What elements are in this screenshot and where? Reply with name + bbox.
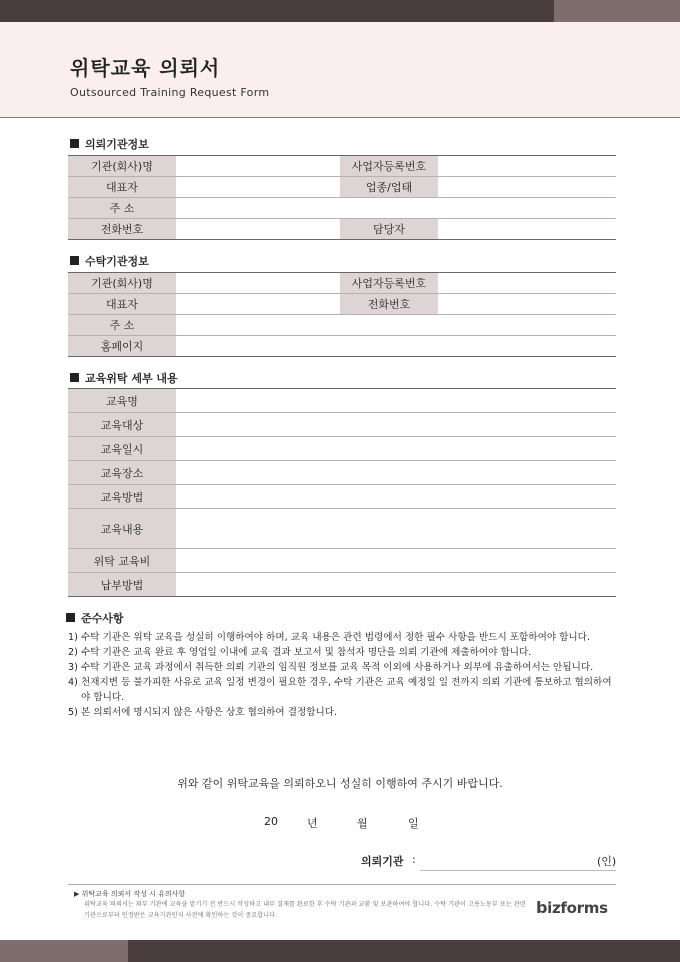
detail-payment-label: 납부방법 [68,573,176,597]
detail-name-field[interactable] [176,389,616,413]
table-row [68,389,616,413]
signer-field[interactable] [420,870,616,871]
requester-address-field[interactable] [176,198,616,219]
table-row [68,573,616,597]
list-item-number: 5) [68,707,78,718]
requester-address-label: 주 소 [68,198,176,219]
list-item-text: 천재지변 등 불가피한 사유로 교육 일정 변경이 필요한 경우, 수탁 기관은 교육 예정일 일 전까지 의뢰 기관에 통보하고 협의하여야 합니다. [81,677,612,703]
provider-homepage-label: 홈페이지 [68,336,176,357]
provider-address-field[interactable] [176,315,616,336]
top-bar [0,0,680,22]
list-item-number: 4) [68,677,78,688]
requester-manager-field[interactable] [438,219,616,240]
provider-company-field[interactable] [176,273,340,294]
list-item-text: 수탁 기관은 위탁 교육을 성실히 이행하여야 하며, 교육 내용은 관련 법령에서 정한 필수 사항을 반드시 포함하여야 합니다. [81,632,591,643]
footer-divider [68,884,616,885]
logo-rest: izforms [547,899,608,917]
section-title-requester [70,136,149,152]
provider-ceo-field[interactable] [176,294,340,315]
table-row [68,336,616,357]
signer-colon: : [412,853,416,866]
compliance-list [68,630,618,720]
section-title-requester-text: 의뢰기관정보 [85,138,149,151]
table-row [68,273,616,294]
detail-place-field[interactable] [176,461,616,485]
date-year-prefix: 20 [264,815,278,828]
guide-title-text: 위탁교육 의뢰서 작성 시 유의사항 [81,890,186,898]
detail-name-label: 교육명 [68,389,176,413]
provider-bizno-field[interactable] [438,273,616,294]
detail-place-label: 교육장소 [68,461,176,485]
provider-phone-field[interactable] [438,294,616,315]
table-row [68,461,616,485]
signer-label: 의뢰기관 [361,855,404,868]
requester-biztype-label: 업종/업태 [340,177,438,198]
table-row [68,294,616,315]
requester-phone-label: 전화번호 [68,219,176,240]
table-row [68,509,616,549]
detail-fee-field[interactable] [176,549,616,573]
table-row [68,413,616,437]
requester-table [68,155,616,240]
list-item [68,630,618,645]
square-bullet-icon [70,373,79,382]
table-row [68,549,616,573]
bizforms-logo [536,898,608,917]
requester-bizno-field[interactable] [438,156,616,177]
table-row [68,177,616,198]
document-header [0,22,680,118]
table-row [68,198,616,219]
seal-label: (인) [597,855,617,868]
provider-phone-label: 전화번호 [340,294,438,315]
date-year-label: 년 [307,817,318,830]
table-row [68,219,616,240]
section-title-compliance [66,610,124,626]
requester-company-field[interactable] [176,156,340,177]
requester-ceo-label: 대표자 [68,177,176,198]
date-day-label: 일 [408,817,419,830]
guide-title [74,889,185,899]
provider-address-label: 주 소 [68,315,176,336]
list-item [68,645,618,660]
requester-bizno-label: 사업자등록번호 [340,156,438,177]
detail-content-field[interactable] [176,509,616,549]
list-item-number: 2) [68,647,78,658]
list-item-number: 3) [68,662,78,673]
detail-payment-field[interactable] [176,573,616,597]
requester-phone-field[interactable] [176,219,340,240]
square-bullet-icon [70,139,79,148]
list-item [68,675,618,705]
detail-table [68,388,616,597]
table-row [68,315,616,336]
bottom-bar-accent [0,940,128,962]
table-row [68,485,616,509]
provider-table [68,272,616,357]
list-item-number: 1) [68,632,78,643]
closing-statement: 위와 같이 위탁교육을 의뢰하오니 성실히 이행하여 주시기 바랍니다. [177,777,503,790]
list-item [68,705,618,720]
square-bullet-icon [70,256,79,265]
requester-manager-label: 담당자 [340,219,438,240]
page-title: 위탁교육 의뢰서 [70,56,221,80]
detail-method-field[interactable] [176,485,616,509]
list-item-text: 수탁 기관은 교육 과정에서 취득한 의뢰 기관의 임직원 정보를 교육 목적 이외에 사용하거나 외부에 유출하여서는 안됩니다. [81,662,594,673]
section-title-compliance-text: 준수사항 [81,612,124,625]
provider-bizno-label: 사업자등록번호 [340,273,438,294]
requester-ceo-field[interactable] [176,177,340,198]
requester-biztype-field[interactable] [438,177,616,198]
requester-company-label: 기관(회사)명 [68,156,176,177]
provider-company-label: 기관(회사)명 [68,273,176,294]
provider-ceo-label: 대표자 [68,294,176,315]
provider-homepage-field[interactable] [176,336,616,357]
square-bullet-icon [66,613,75,622]
detail-datetime-label: 교육일시 [68,437,176,461]
list-item [68,660,618,675]
section-title-detail-text: 교육위탁 세부 내용 [85,372,178,385]
top-bar-accent [554,0,680,22]
section-title-provider [70,253,149,269]
section-title-detail [70,370,178,386]
date-month-label: 월 [357,817,368,830]
triangle-bullet-icon: ▶ [74,890,80,898]
detail-content-label: 교육내용 [68,509,176,549]
detail-target-field[interactable] [176,413,616,437]
logo-b: b [536,898,548,917]
detail-target-label: 교육대상 [68,413,176,437]
guide-text: 위탁교육 의뢰서는 외부 기관에 교육을 맡기기 전 반드시 작성하고 내부 결재를 완료한 후 수탁 기관과 교환 및 보관하여야 합니다. 수탁 기관이 고용노동부 또는 관련 기관으로부터 인정받은 교육기관인지 사전에 확인하는 것이 중요합니다. [84,901,526,919]
table-row [68,156,616,177]
section-title-provider-text: 수탁기관정보 [85,255,149,268]
table-row [68,437,616,461]
detail-fee-label: 위탁 교육비 [68,549,176,573]
detail-datetime-field[interactable] [176,437,616,461]
page-subtitle: Outsourced Training Request Form [70,86,270,99]
list-item-text: 수탁 기관은 교육 완료 후 영업일 이내에 교육 결과 보고서 및 참석자 명단을 의뢰 기관에 제출하여야 합니다. [81,647,532,658]
detail-method-label: 교육방법 [68,485,176,509]
bottom-bar [0,940,680,962]
list-item-text: 본 의뢰서에 명시되지 않은 사항은 상호 협의하여 결정합니다. [81,707,338,718]
